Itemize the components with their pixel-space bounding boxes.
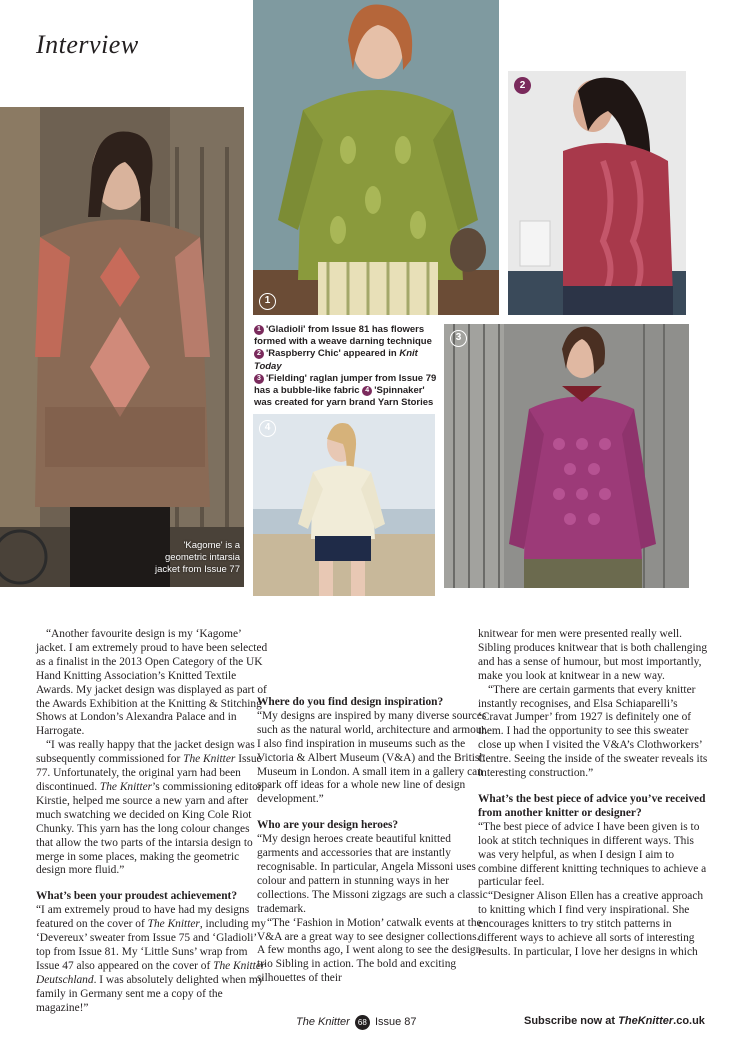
article-paragraph bbox=[36, 739, 268, 878]
article-paragraph: “The best piece of advice I have been given is to look at stitch techniques in different ways. This was very helpful, as when I design I aim to combine different knitting techniques to achieve a particular feel. bbox=[478, 820, 707, 889]
article-subheading: What’s the best piece of advice you’ve received from another knitter or designer? bbox=[478, 792, 706, 819]
magazine-name: The Knitter bbox=[183, 753, 236, 766]
article-paragraph: “The ‘Fashion in Motion’ catwalk events at the V&A are a great way to see designer collections. A few months ago, I went along to see the design trio Sibling in action. The bold and exciting silhouettes of their bbox=[257, 916, 482, 985]
photo-spinnaker-jumper bbox=[253, 414, 435, 596]
text-run: ’s commissioning editor, Kirstie, helped me source a new yarn and after much swatching we decided on King Cole Riot Chunky. This yarn has the long colour changes that allow the two parts of the intarsia design to merge in some places, making the geometric design more fluid.” bbox=[36, 780, 264, 877]
article-paragraph: “My designs are inspired by many diverse sources such as the natural world, architecture and armour. I also find inspiration in museums such as the Victoria & Albert Museum (V&A) and the British Museum in London. A small item in a gallery can spark off ideas for a whole new line of design development.” bbox=[257, 709, 488, 806]
photo-captions bbox=[254, 324, 442, 409]
article-paragraph: knitwear for men were presented really well. Sibling produces knitwear that is both challenging and has a sense of humour, but most importantly, make you look at knitwear in a new way. bbox=[478, 628, 708, 682]
article-subheading: Where do you find design inspiration? bbox=[257, 696, 444, 708]
text-run: . I was absolutely delighted when my family in Germany sent me a copy of the magazine!” bbox=[36, 973, 264, 1014]
article-paragraph bbox=[36, 904, 268, 1015]
subscribe-tld: .co.uk bbox=[673, 1015, 705, 1027]
photo-number-badge: 3 bbox=[450, 330, 467, 347]
footer-issue: Issue 87 bbox=[374, 1016, 417, 1028]
photo-gladioli-sweater bbox=[253, 0, 499, 315]
article-paragraph: “Designer Alison Ellen has a creative approach to knitting which I find very inspirational. She encourages knitters to try stitch patterns in different ways to achieve all sorts of interesting results. In particular, I love her designs in which bbox=[478, 890, 704, 958]
caption-number: 1 bbox=[254, 325, 264, 335]
photo-fielding-jumper bbox=[444, 324, 689, 588]
article-paragraph: “Another favourite design is my ‘Kagome’ jacket. I am extremely proud to have been selected as a finalist in the 2013 Open Category of the UK Hand Knitting Association’s Knitted Textile Awards. My jacket design was displayed as part of the Awards Exhibition at the Knitting & Stitching Shows at London’s Alexandra Palace and in Harrogate. bbox=[36, 628, 268, 738]
caption-number: 2 bbox=[254, 349, 264, 359]
text-run: , including my ‘Devereux’ sweater from Issue 75 and ‘Gladioli’ top from Issue 81. My ‘Little Suns’ wrap from Issue 47 also appeared on the cover of bbox=[36, 918, 266, 972]
footer-magazine-name: The Knitter bbox=[296, 1016, 350, 1028]
text-run: “I am extremely proud to have had my designs featured on the cover of bbox=[36, 904, 250, 931]
article-paragraph: “There are certain garments that every knitter instantly recognises, and Elsa Schiaparelli’s ‘Cravat Jumper’ from 1927 is definitely one of them. I had the opportunity to see this sweater close up when I visited the V&A’s Clothworkers’ Centre. Seeing the inside of the sweater reveals its interesting construction.” bbox=[478, 683, 708, 780]
photo-kagome-jacket bbox=[0, 107, 244, 587]
article-subheading: What’s been your proudest achievement? bbox=[36, 890, 238, 903]
caption-raspberry-chic: 'Raspberry Chic' appeared in bbox=[266, 348, 400, 360]
caption-spinnaker: 'Spinnaker' was created for yarn brand Yarn Stories bbox=[254, 385, 434, 409]
text-run: Issue 77. Unfortunately, the original yarn had been discontinued. bbox=[36, 753, 262, 793]
page-number: 68 bbox=[355, 1015, 370, 1030]
caption-gladioli: 'Gladioli' from Issue 81 has flowers formed with a weave darning technique bbox=[254, 324, 432, 348]
magazine-name: The Knitter bbox=[147, 918, 200, 931]
article-column-1 bbox=[36, 628, 268, 1015]
caption-number: 3 bbox=[254, 374, 264, 384]
photo-number-badge: 2 bbox=[514, 77, 531, 94]
article-paragraph: “My design heroes create beautiful knitted garments and accessories that are instantly recognisable. In particular, Angela Missoni uses colour and pattern in stunning ways in her collections. The Missoni zigzags are such a classic trademark. bbox=[257, 833, 488, 915]
magazine-name: The Knitter bbox=[99, 780, 153, 793]
caption-number: 4 bbox=[362, 386, 372, 396]
photo-number-badge: 4 bbox=[259, 420, 276, 437]
page-footer-folio bbox=[296, 1015, 417, 1030]
text-run: “I was really happy that the jacket design was subsequently commissioned for bbox=[36, 739, 255, 766]
caption-knit-today: Knit Today bbox=[254, 348, 418, 372]
kagome-photo-caption: 'Kagome' is a geometric intarsia jacket from Issue 77 bbox=[154, 540, 240, 575]
article-subheading: Who are your design heroes? bbox=[257, 819, 399, 832]
subscribe-link[interactable] bbox=[524, 1015, 705, 1027]
photo-number-badge: 1 bbox=[259, 293, 276, 310]
section-title: Interview bbox=[36, 30, 139, 59]
subscribe-text: Subscribe now at bbox=[524, 1015, 619, 1027]
caption-fielding: 'Fielding' raglan jumper from Issue 79 has a bubble-like fabric bbox=[254, 372, 437, 397]
subscribe-site: TheKnitter bbox=[618, 1015, 674, 1027]
photo-raspberry-chic bbox=[508, 71, 686, 315]
article-column-3 bbox=[478, 628, 710, 960]
magazine-name: The Knitter Deutschland bbox=[36, 959, 266, 986]
article-column-2 bbox=[257, 614, 489, 986]
